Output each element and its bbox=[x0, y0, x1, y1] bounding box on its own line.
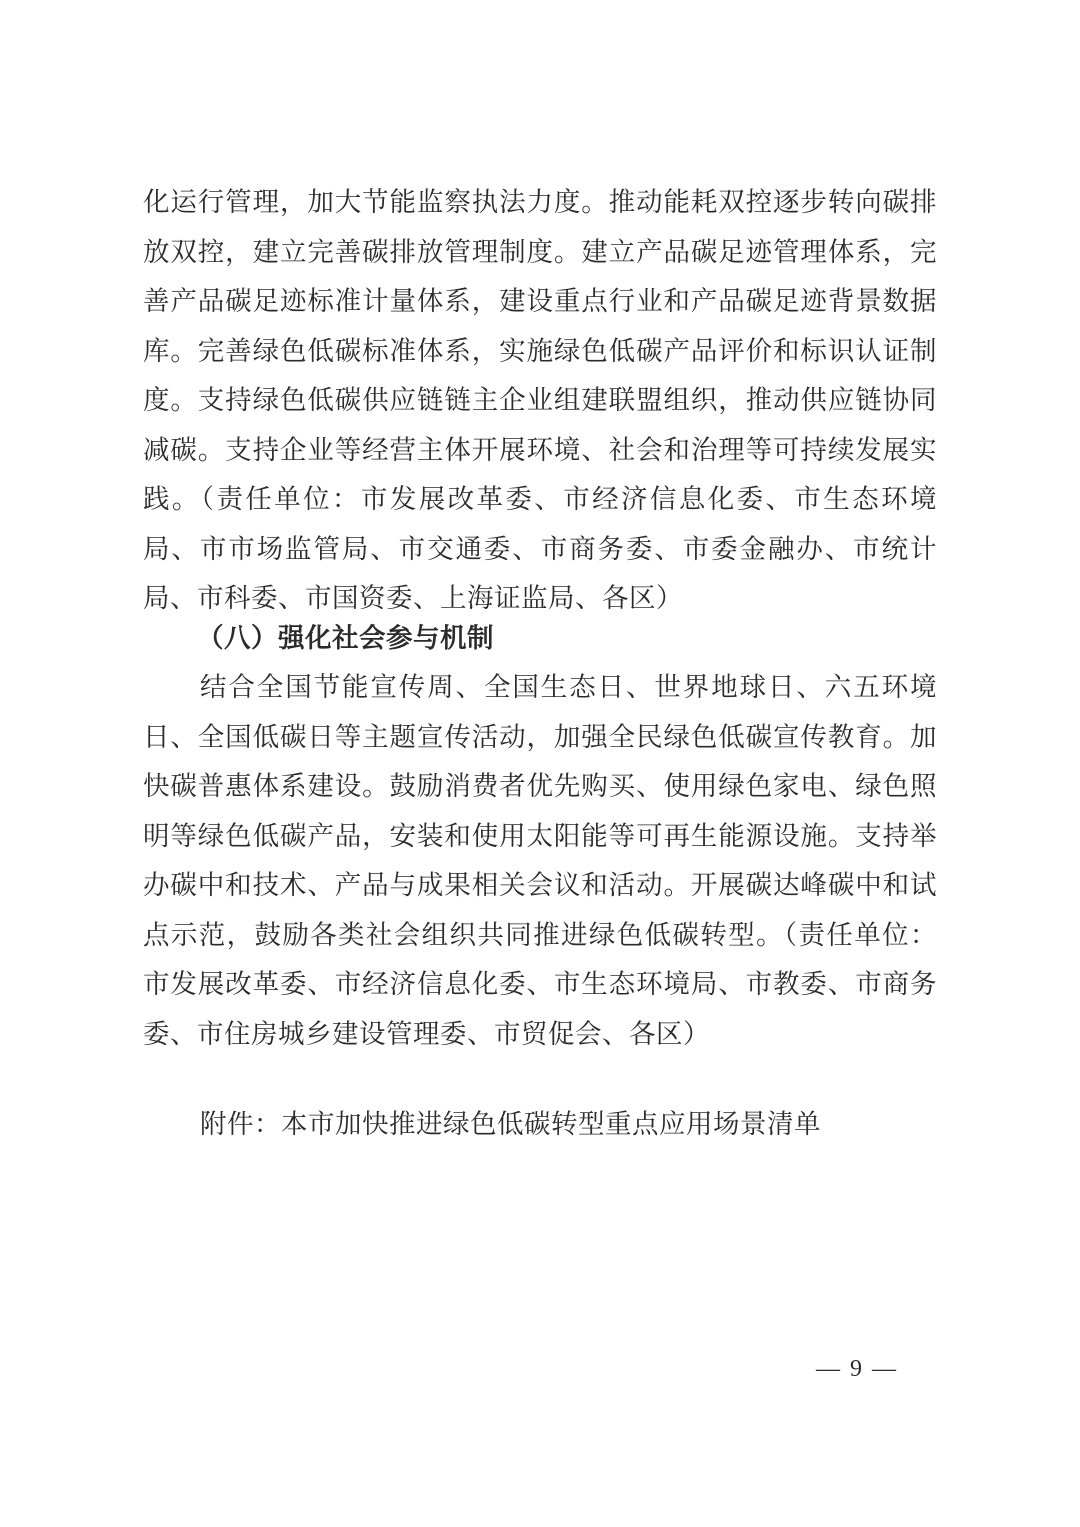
body-paragraph: 化运行管理，加大节能监察执法力度。推动能耗双控逐步转向碳排放双控，建立完善碳排放管理制度。建立产品碳足迹管理体系，完善产品碳足迹标准计量体系，建设重点行业和产品碳足迹背景数据库。完善绿色低碳标准体系，实施绿色低碳产品评价和标识认证制度。支持绿色低碳供应链链主企业组建联盟组织，推动供应链协同减碳。支持企业等经营主体开展环境、社会和治理等可持续发展实践。（责任单位：市发展改革委、市经济信息化委、市生态环境局、市市场监管局、市交通委、市商务委、市委金融办、市统计局、市科委、市国资委、上海证监局、各区） bbox=[143, 187, 937, 614]
body-paragraph: 结合全国节能宣传周、全国生态日、世界地球日、六五环境日、全国低碳日等主题宣传活动，加强全民绿色低碳宣传教育。加快碳普惠体系建设。鼓励消费者优先购买、使用绿色家电、绿色照明等绿色低碳产品，安装和使用太阳能等可再生能源设施。支持举办碳中和技术、产品与成果相关会议和活动。开展碳达峰碳中和试点示范，鼓励各类社会组织共同推进绿色低碳转型。（责任单位：市发展改革委、市经济信息化委、市生态环境局、市教委、市商务委、市住房城乡建设管理委、市贸促会、各区） bbox=[143, 672, 937, 1050]
attachment-note: 附件：本市加快推进绿色低碳转型重点应用场景清单 bbox=[200, 1109, 821, 1140]
page-number: — 9 — bbox=[816, 1356, 898, 1382]
section-heading: （八）强化社会参与机制 bbox=[197, 623, 494, 654]
